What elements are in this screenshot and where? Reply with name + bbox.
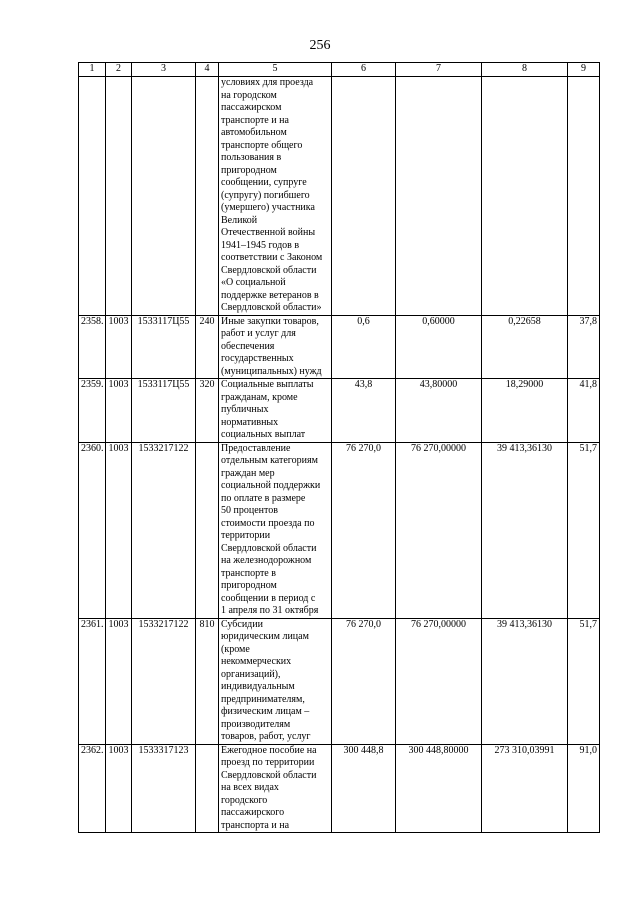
- cell-description: [219, 315, 332, 379]
- cell-target: 1533317123: [132, 744, 196, 833]
- cell-plan: 76 270,0: [332, 442, 396, 618]
- cell-section: 1003: [106, 315, 132, 379]
- description-line: стоимости проезда по: [221, 517, 315, 529]
- cell-plan: [332, 77, 396, 316]
- description-line: Свердловской области: [221, 769, 317, 781]
- description-line: (умершего) участника: [221, 202, 315, 213]
- description-line: пассажирского: [221, 807, 285, 818]
- description-line: 50 процентов: [221, 505, 278, 516]
- description-line: на железнодорожном: [221, 555, 312, 566]
- description-line: (супругу) погибшего: [221, 189, 310, 201]
- page-number: 256: [309, 38, 331, 53]
- cell-target: 1533217122: [132, 618, 196, 744]
- description-line: автомобильном: [221, 127, 287, 138]
- cell-kind: 320: [196, 379, 219, 443]
- cell-plan: 0,6: [332, 315, 396, 379]
- header-cell: 8: [482, 63, 568, 77]
- table-row: [79, 618, 600, 744]
- header-cell: 7: [396, 63, 482, 77]
- cell-percent: 37,8: [568, 315, 600, 379]
- cell-kind: [196, 77, 219, 316]
- description-line: транспорта и на: [221, 819, 290, 831]
- cell-refined: 76 270,00000: [396, 442, 482, 618]
- header-cell: 2: [106, 63, 132, 77]
- description-line: транспорте общего: [221, 139, 303, 151]
- description-line: пассажирском: [221, 102, 282, 113]
- description-line: производителям: [221, 718, 291, 730]
- description-line: на всех видах: [221, 782, 279, 793]
- cell-target: [132, 77, 196, 316]
- cell-executed: 18,29000: [482, 379, 568, 443]
- description-line: (кроме: [221, 643, 250, 655]
- header-cell: 1: [79, 63, 106, 77]
- cell-refined: [396, 77, 482, 316]
- description-line: соответствии с Законом: [221, 252, 323, 263]
- description-line: проезд по территории: [221, 757, 315, 768]
- header-cell: 4: [196, 63, 219, 77]
- description-line: сообщении, супруге: [221, 177, 307, 188]
- description-line: нормативных: [221, 416, 279, 428]
- cell-plan: 76 270,0: [332, 618, 396, 744]
- cell-section: 1003: [106, 744, 132, 833]
- budget-table: [78, 62, 600, 833]
- cell-section: [106, 77, 132, 316]
- cell-executed: 0,22658: [482, 315, 568, 379]
- description-line: организаций),: [221, 668, 281, 680]
- description-line: Свердловской области»: [221, 302, 322, 313]
- description-line: товаров, работ, услуг: [221, 731, 311, 742]
- cell-section: 1003: [106, 442, 132, 618]
- header-row: [79, 63, 600, 77]
- table-row: [79, 442, 600, 618]
- description-line: государственных: [221, 353, 294, 364]
- header-cell: 5: [219, 63, 332, 77]
- description-line: индивидуальным: [221, 681, 295, 692]
- description-line: физическим лицам –: [221, 706, 310, 717]
- header-cell: 3: [132, 63, 196, 77]
- description-line: пригородном: [221, 580, 277, 591]
- description-line: работ и услуг для: [221, 328, 296, 339]
- description-line: пригородном: [221, 164, 277, 176]
- cell-target: 1533217122: [132, 442, 196, 618]
- description-line: социальной поддержки: [221, 480, 321, 491]
- cell-num: 2359.: [79, 379, 106, 443]
- description-line: Свердловской области: [221, 542, 317, 554]
- description-line: социальных выплат: [221, 429, 306, 440]
- cell-section: 1003: [106, 379, 132, 443]
- header-cell: 9: [568, 63, 600, 77]
- cell-num: [79, 77, 106, 316]
- description-line: гражданам, кроме: [221, 391, 298, 403]
- description-line: Ежегодное пособие на: [221, 744, 317, 756]
- cell-description: [219, 379, 332, 443]
- header-cell: 6: [332, 63, 396, 77]
- cell-num: 2360.: [79, 442, 106, 618]
- description-line: Великой: [221, 214, 258, 226]
- description-line: Иные закупки товаров,: [221, 315, 319, 327]
- cell-percent: 91,0: [568, 744, 600, 833]
- description-line: Предоставление: [221, 442, 291, 454]
- cell-kind: 810: [196, 618, 219, 744]
- cell-refined: 300 448,80000: [396, 744, 482, 833]
- description-line: Отечественной войны: [221, 227, 316, 238]
- description-line: сообщении в период с: [221, 592, 316, 604]
- cell-num: 2362.: [79, 744, 106, 833]
- cell-executed: 39 413,36130: [482, 442, 568, 618]
- description-line: (муниципальных) нужд: [221, 365, 322, 377]
- cell-refined: 0,60000: [396, 315, 482, 379]
- cell-kind: [196, 442, 219, 618]
- cell-executed: 273 310,03991: [482, 744, 568, 833]
- cell-description: [219, 618, 332, 744]
- cell-kind: [196, 744, 219, 833]
- table-row: [79, 379, 600, 443]
- description-line: граждан мер: [221, 467, 275, 479]
- description-line: условиях для проезда: [221, 77, 314, 88]
- description-line: 1 апреля по 31 октября: [221, 605, 319, 616]
- cell-percent: 41,8: [568, 379, 600, 443]
- cell-section: 1003: [106, 618, 132, 744]
- description-line: транспорте в: [221, 567, 276, 579]
- description-line: по оплате в размере: [221, 492, 306, 504]
- description-line: пользования в: [221, 152, 282, 163]
- description-line: городского: [221, 794, 268, 806]
- cell-plan: 300 448,8: [332, 744, 396, 833]
- description-line: отдельным категориям: [221, 455, 318, 466]
- description-line: обеспечения: [221, 340, 275, 352]
- cell-description: [219, 744, 332, 833]
- description-line: юридическим лицам: [221, 631, 309, 642]
- description-line: некоммерческих: [221, 656, 292, 667]
- cell-percent: 51,7: [568, 442, 600, 618]
- cell-refined: 76 270,00000: [396, 618, 482, 744]
- cell-description: [219, 77, 332, 316]
- continuation-row: [79, 77, 600, 316]
- cell-target: 1533117Ц55: [132, 379, 196, 443]
- cell-percent: 51,7: [568, 618, 600, 744]
- cell-num: 2361.: [79, 618, 106, 744]
- table-row: [79, 315, 600, 379]
- description-line: публичных: [221, 404, 269, 415]
- table-row: [79, 744, 600, 833]
- description-line: Социальные выплаты: [221, 379, 314, 390]
- description-line: территории: [221, 530, 271, 541]
- description-line: Субсидии: [221, 618, 263, 630]
- cell-executed: [482, 77, 568, 316]
- description-line: предпринимателям,: [221, 693, 305, 705]
- cell-num: 2358.: [79, 315, 106, 379]
- description-line: на городском: [221, 89, 277, 101]
- cell-percent: [568, 77, 600, 316]
- description-line: поддержке ветеранов в: [221, 289, 319, 301]
- description-line: 1941–1945 годов в: [221, 239, 300, 251]
- cell-plan: 43,8: [332, 379, 396, 443]
- cell-refined: 43,80000: [396, 379, 482, 443]
- description-line: транспорте и на: [221, 114, 289, 126]
- cell-executed: 39 413,36130: [482, 618, 568, 744]
- description-line: «О социальной: [221, 277, 286, 288]
- cell-target: 1533117Ц55: [132, 315, 196, 379]
- cell-description: [219, 442, 332, 618]
- description-line: Свердловской области: [221, 264, 317, 276]
- cell-kind: 240: [196, 315, 219, 379]
